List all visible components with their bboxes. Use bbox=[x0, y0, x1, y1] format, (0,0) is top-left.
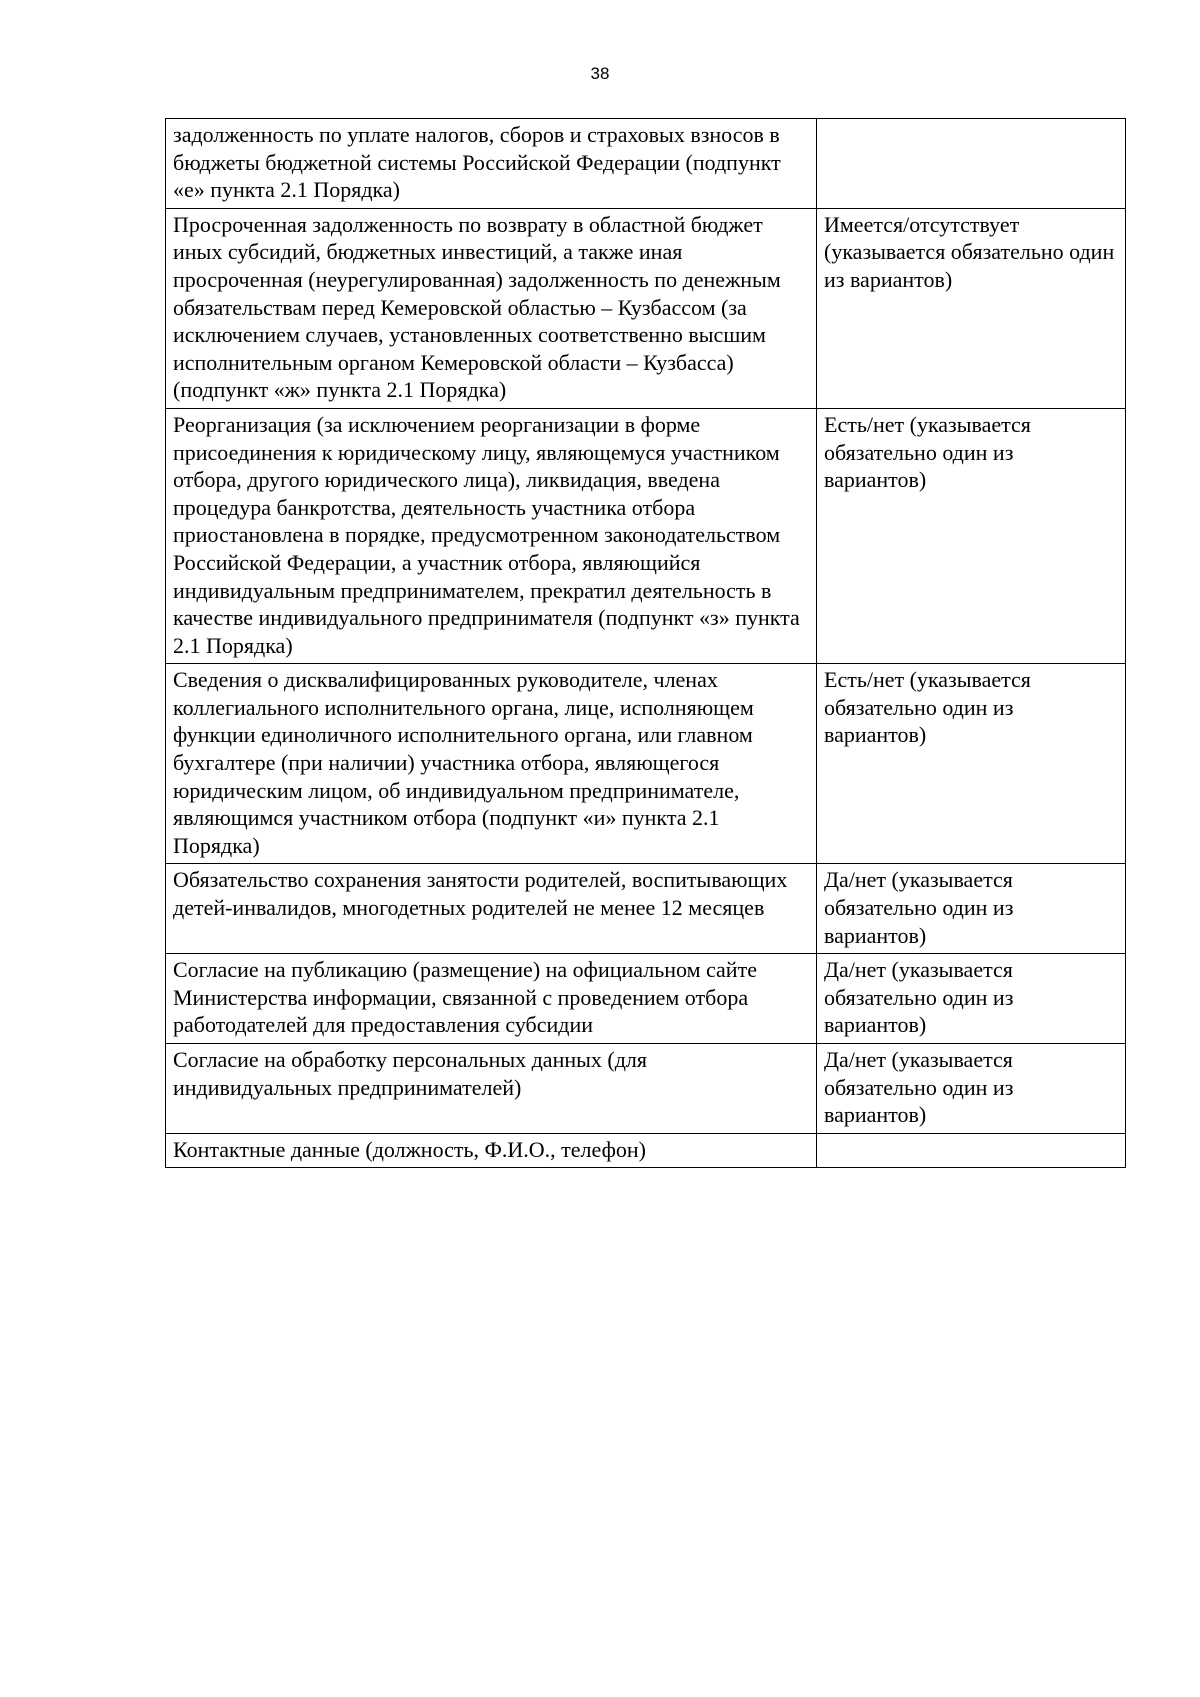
table-row bbox=[166, 1044, 1126, 1134]
table-row bbox=[166, 864, 1126, 954]
criterion-cell: Согласие на публикацию (размещение) на официальном сайте Министерства информации, связанной с проведением отбора работодателей для предоставления субсидии bbox=[166, 954, 817, 1044]
criterion-cell: Согласие на обработку персональных данных (для индивидуальных предпринимателей) bbox=[166, 1044, 817, 1134]
answer-cell bbox=[817, 119, 1126, 209]
table-row bbox=[166, 1133, 1126, 1168]
criterion-cell: Сведения о дисквалифицированных руководителе, членах коллегиального исполнительного органа, лице, исполняющем функции единоличного исполнительного органа, или главном бухгалтере (при наличии) участника отбора, являющегося юридическим лицом, об индивидуальном предпринимателе, являющимся участником отбора (подпункт «и» пункта 2.1 Порядка) bbox=[166, 664, 817, 864]
criterion-cell: Обязательство сохранения занятости родителей, воспитывающих детей-инвалидов, многодетных родителей не менее 12 месяцев bbox=[166, 864, 817, 954]
answer-cell bbox=[817, 1133, 1126, 1168]
criterion-cell: Реорганизация (за исключением реорганизации в форме присоединения к юридическому лицу, являющемуся участником отбора, другого юридического лица), ликвидация, введена процедура банкротства, деятельность участника отбора приостановлена в порядке, предусмотренном законодательством Российской Федерации, а участник отбора, являющийся индивидуальным предпринимателем, прекратил деятельность в качестве индивидуального предпринимателя (подпункт «з» пункта 2.1 Порядка) bbox=[166, 408, 817, 663]
answer-cell: Да/нет (указывается обязательно один из вариантов) bbox=[817, 864, 1126, 954]
answer-cell: Есть/нет (указывается обязательно один из вариантов) bbox=[817, 664, 1126, 864]
table-row bbox=[166, 664, 1126, 864]
table-row bbox=[166, 408, 1126, 663]
page-number: 38 bbox=[590, 64, 610, 83]
table-row bbox=[166, 954, 1126, 1044]
requirements-table bbox=[165, 118, 1126, 1168]
answer-cell: Да/нет (указывается обязательно один из вариантов) bbox=[817, 954, 1126, 1044]
criterion-cell: задолженность по уплате налогов, сборов и страховых взносов в бюджеты бюджетной системы Российской Федерации (подпункт «е» пункта 2.1 Порядка) bbox=[166, 119, 817, 209]
criterion-cell: Контактные данные (должность, Ф.И.О., телефон) bbox=[166, 1133, 817, 1168]
criterion-cell: Просроченная задолженность по возврату в областной бюджет иных субсидий, бюджетных инвестиций, а также иная просроченная (неурегулированная) задолженность по денежным обязательствам перед Кемеровской областью – Кузбассом (за исключением случаев, установленных соответственно высшим исполнительным органом Кемеровской области – Кузбасса) (подпункт «ж» пункта 2.1 Порядка) bbox=[166, 208, 817, 408]
table-row bbox=[166, 119, 1126, 209]
answer-cell: Имеется/отсутствует (указывается обязательно один из вариантов) bbox=[817, 208, 1126, 408]
answer-cell: Есть/нет (указывается обязательно один из вариантов) bbox=[817, 408, 1126, 663]
answer-cell: Да/нет (указывается обязательно один из вариантов) bbox=[817, 1044, 1126, 1134]
table-row bbox=[166, 208, 1126, 408]
